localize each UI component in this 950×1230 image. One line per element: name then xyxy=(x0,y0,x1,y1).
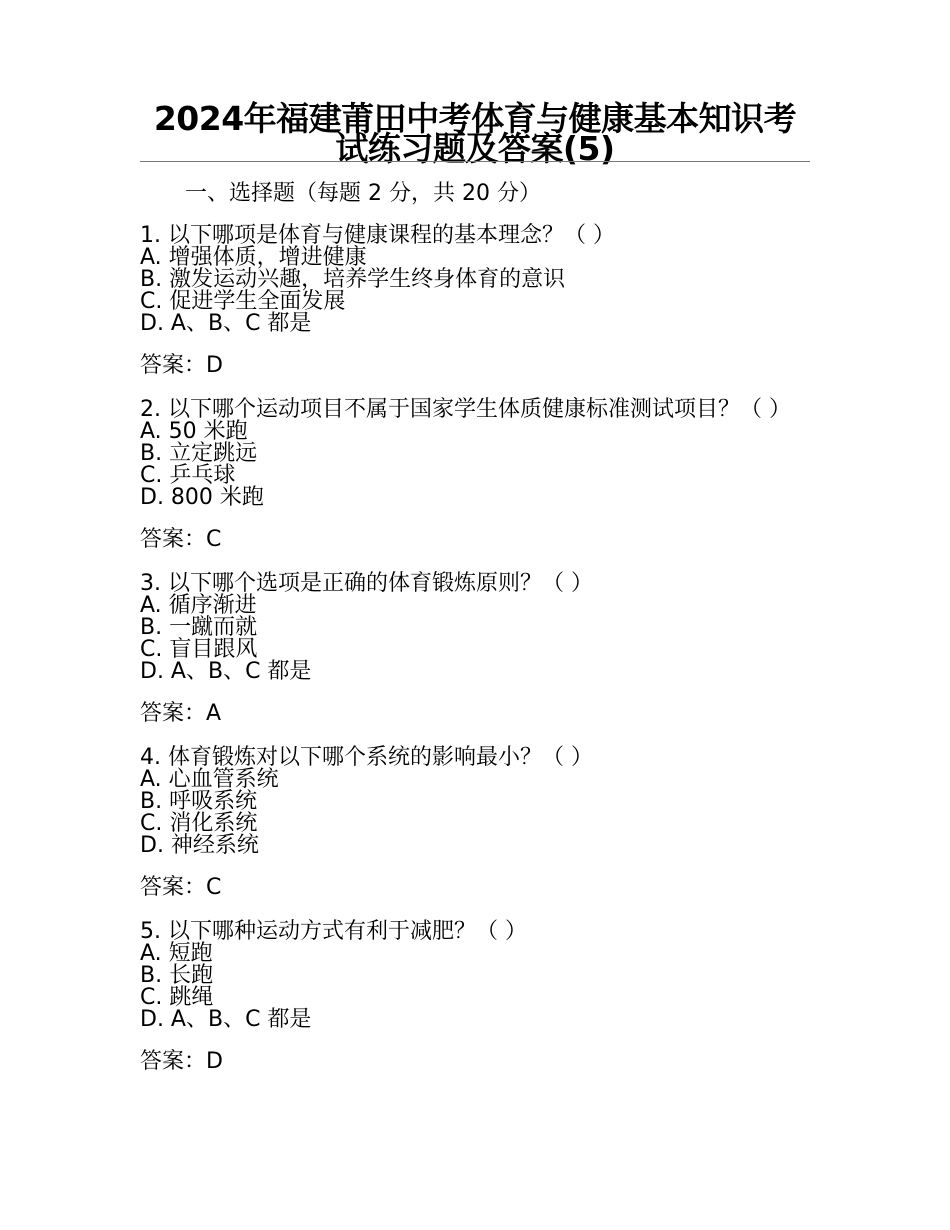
option-d: D. A、B、C 都是 xyxy=(140,659,312,684)
option-a: A. 心血管系统 xyxy=(140,767,279,792)
title-underline xyxy=(140,161,810,162)
option-b: B. 立定跳远 xyxy=(140,441,258,466)
question-stem: 4. 体育锻炼对以下哪个系统的影响最小？（ ） xyxy=(140,745,593,770)
option-b: B. 一蹴而就 xyxy=(140,615,258,640)
question-stem: 2. 以下哪个运动项目不属于国家学生体质健康标准测试项目？（ ） xyxy=(140,397,791,422)
question-list xyxy=(140,225,810,1095)
question-stem: 5. 以下哪种运动方式有利于减肥？（ ） xyxy=(140,919,527,944)
option-c: C. 跳绳 xyxy=(140,985,214,1010)
option-a: A. 增强体质，增进健康 xyxy=(140,245,367,270)
option-a: A. 循序渐进 xyxy=(140,593,257,618)
answer-line: 答案：D xyxy=(140,353,223,378)
section-heading: 一、选择题（每题 2 分，共 20 分） xyxy=(185,181,541,206)
option-c: C. 乒乓球 xyxy=(140,463,236,488)
answer-line: 答案：D xyxy=(140,1049,223,1074)
option-d: D. 神经系统 xyxy=(140,833,259,858)
question-5 xyxy=(140,921,810,1077)
option-b: B. 激发运动兴趣，培养学生终身体育的意识 xyxy=(140,267,566,292)
question-4 xyxy=(140,747,810,903)
question-3 xyxy=(140,573,810,729)
option-c: C. 消化系统 xyxy=(140,811,258,836)
document-title: 2024年福建莆田中考体育与健康基本知识考试练习题及答案(5) xyxy=(153,99,797,168)
option-a: A. 50 米跑 xyxy=(140,419,248,444)
answer-line: 答案：C xyxy=(140,527,222,552)
option-c: C. 盲目跟风 xyxy=(140,637,258,662)
option-a: A. 短跑 xyxy=(140,941,213,966)
question-stem: 1. 以下哪项是体育与健康课程的基本理念？（ ） xyxy=(140,223,615,248)
option-b: B. 长跑 xyxy=(140,963,214,988)
answer-line: 答案：C xyxy=(140,875,222,900)
answer-line: 答案：A xyxy=(140,701,222,726)
question-2 xyxy=(140,399,810,555)
question-1 xyxy=(140,225,810,381)
option-c: C. 促进学生全面发展 xyxy=(140,289,346,314)
option-d: D. 800 米跑 xyxy=(140,485,264,510)
option-d: D. A、B、C 都是 xyxy=(140,311,312,336)
option-d: D. A、B、C 都是 xyxy=(140,1007,312,1032)
question-stem: 3. 以下哪个选项是正确的体育锻炼原则？（ ） xyxy=(140,571,593,596)
option-b: B. 呼吸系统 xyxy=(140,789,258,814)
